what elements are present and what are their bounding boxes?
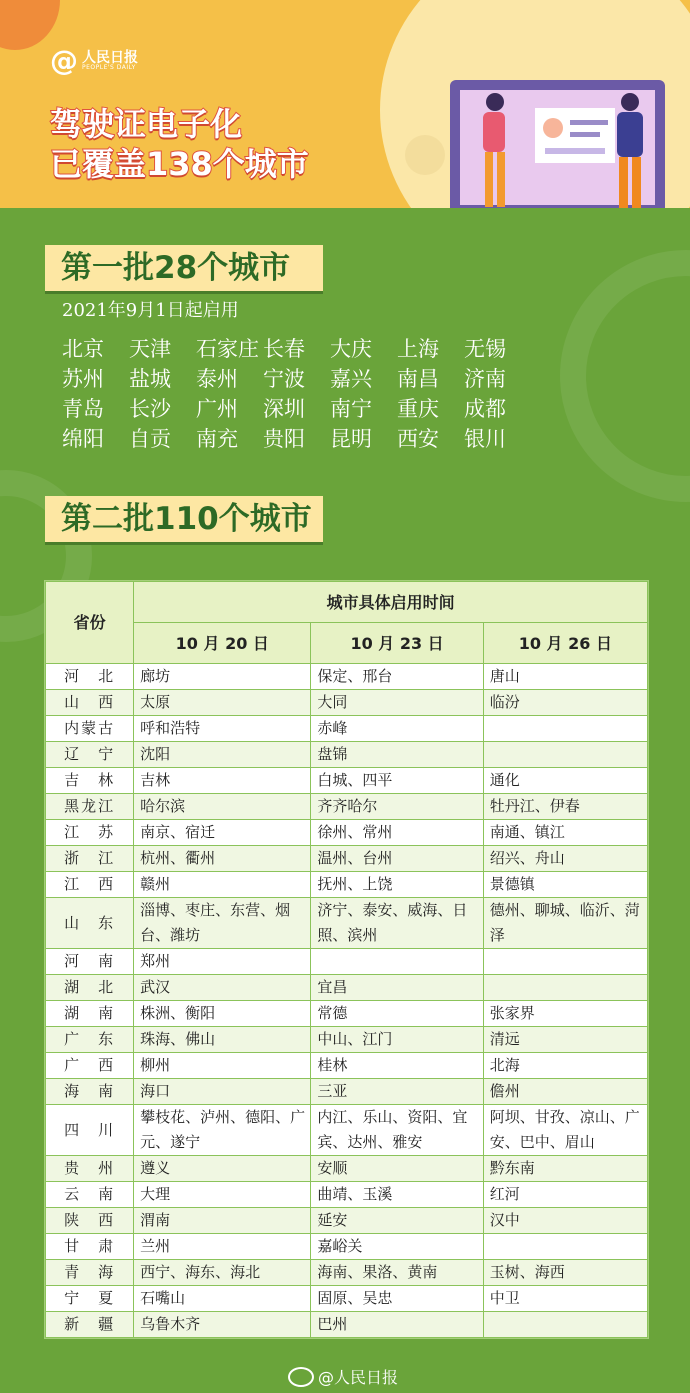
oct26-cell: 张家界 xyxy=(483,1001,647,1027)
oct20-cell: 攀枝花、泸州、德阳、广元、遂宁 xyxy=(134,1105,311,1156)
oct23-cell: 中山、江门 xyxy=(311,1027,483,1053)
oct23-cell: 赤峰 xyxy=(311,716,483,742)
logo-sub-text: PEOPLE'S DAILY xyxy=(82,63,136,71)
oct20-cell: 淄博、枣庄、东营、烟台、潍坊 xyxy=(134,898,311,949)
province-cell: 内蒙古 xyxy=(46,716,134,742)
city-name: 南昌 xyxy=(397,367,439,391)
oct23-cell: 固原、吴忠 xyxy=(311,1286,483,1312)
date-header-3: 10 月 26 日 xyxy=(483,623,647,664)
oct23-cell: 常德 xyxy=(311,1001,483,1027)
province-cell: 贵 州 xyxy=(46,1156,134,1182)
oct26-cell xyxy=(483,1312,647,1338)
weibo-icon xyxy=(288,1367,314,1387)
oct26-cell xyxy=(483,742,647,768)
batch2-label xyxy=(45,496,323,542)
oct26-cell: 红河 xyxy=(483,1182,647,1208)
oct26-cell: 绍兴、舟山 xyxy=(483,846,647,872)
oct20-cell: 廊坊 xyxy=(134,664,311,690)
table-row xyxy=(46,898,648,949)
table-row xyxy=(46,1260,648,1286)
oct26-cell: 德州、聊城、临沂、菏泽 xyxy=(483,898,647,949)
title-line-2: 已覆盖138个城市 xyxy=(50,145,309,183)
oct23-cell: 嘉峪关 xyxy=(311,1234,483,1260)
province-cell: 江 苏 xyxy=(46,820,134,846)
table-row xyxy=(46,1234,648,1260)
city-name: 苏州 xyxy=(62,367,104,391)
province-cell: 河 南 xyxy=(46,949,134,975)
oct20-cell: 沈阳 xyxy=(134,742,311,768)
province-cell: 广 东 xyxy=(46,1027,134,1053)
province-cell: 吉 林 xyxy=(46,768,134,794)
province-cell: 陕 西 xyxy=(46,1208,134,1234)
city-name: 嘉兴 xyxy=(330,367,372,391)
table-row xyxy=(46,975,648,1001)
oct26-cell xyxy=(483,949,647,975)
city-name: 深圳 xyxy=(263,397,305,421)
oct20-cell: 西宁、海东、海北 xyxy=(134,1260,311,1286)
oct26-cell: 临汾 xyxy=(483,690,647,716)
table-row xyxy=(46,820,648,846)
oct26-cell: 景德镇 xyxy=(483,872,647,898)
table-row xyxy=(46,1312,648,1338)
oct26-cell: 清远 xyxy=(483,1027,647,1053)
oct23-cell xyxy=(311,949,483,975)
city-name: 盐城 xyxy=(129,367,171,391)
table-row xyxy=(46,1156,648,1182)
province-cell: 宁 夏 xyxy=(46,1286,134,1312)
city-row xyxy=(62,423,582,453)
logo-main-text: 人民日报 xyxy=(82,49,138,66)
oct23-cell: 延安 xyxy=(311,1208,483,1234)
city-name: 石家庄 xyxy=(196,337,259,361)
table-row xyxy=(46,949,648,975)
batch2-title: 第二批110个城市 xyxy=(61,501,312,537)
col-province-header: 省份 xyxy=(46,582,134,664)
city-name: 大庆 xyxy=(330,337,372,361)
oct26-cell xyxy=(483,716,647,742)
oct20-cell: 吉林 xyxy=(134,768,311,794)
table-row xyxy=(46,794,648,820)
city-name: 南充 xyxy=(196,427,238,451)
oct23-cell: 巴州 xyxy=(311,1312,483,1338)
city-name: 济南 xyxy=(464,367,506,391)
province-cell: 新 疆 xyxy=(46,1312,134,1338)
footer-watermark xyxy=(288,1365,398,1388)
oct20-cell: 大理 xyxy=(134,1182,311,1208)
oct23-cell: 保定、邢台 xyxy=(311,664,483,690)
oct26-cell: 汉中 xyxy=(483,1208,647,1234)
oct20-cell: 遵义 xyxy=(134,1156,311,1182)
city-name: 宁波 xyxy=(263,367,305,391)
city-name: 长沙 xyxy=(129,397,171,421)
table-row xyxy=(46,1208,648,1234)
table-row xyxy=(46,716,648,742)
oct20-cell: 郑州 xyxy=(134,949,311,975)
oct26-cell: 北海 xyxy=(483,1053,647,1079)
oct20-cell: 武汉 xyxy=(134,975,311,1001)
oct26-cell xyxy=(483,975,647,1001)
oct20-cell: 株洲、衡阳 xyxy=(134,1001,311,1027)
oct23-cell: 齐齐哈尔 xyxy=(311,794,483,820)
city-name: 绵阳 xyxy=(62,427,104,451)
oct23-cell: 徐州、常州 xyxy=(311,820,483,846)
oct26-cell: 黔东南 xyxy=(483,1156,647,1182)
oct20-cell: 哈尔滨 xyxy=(134,794,311,820)
oct26-cell: 唐山 xyxy=(483,664,647,690)
oct26-cell: 南通、镇江 xyxy=(483,820,647,846)
province-cell: 广 西 xyxy=(46,1053,134,1079)
table-row xyxy=(46,664,648,690)
table-row xyxy=(46,1053,648,1079)
city-name: 贵阳 xyxy=(263,427,305,451)
oct20-cell: 珠海、佛山 xyxy=(134,1027,311,1053)
city-name: 天津 xyxy=(129,337,171,361)
oct23-cell: 安顺 xyxy=(311,1156,483,1182)
city-name: 南宁 xyxy=(330,397,372,421)
oct23-cell: 曲靖、玉溪 xyxy=(311,1182,483,1208)
oct20-cell: 海口 xyxy=(134,1079,311,1105)
date-header-1: 10 月 20 日 xyxy=(134,623,311,664)
province-cell: 湖 北 xyxy=(46,975,134,1001)
leaf-decor xyxy=(0,0,60,50)
city-row xyxy=(62,393,582,423)
oct20-cell: 杭州、衢州 xyxy=(134,846,311,872)
city-name: 重庆 xyxy=(397,397,439,421)
city-name: 上海 xyxy=(397,337,439,361)
footer-text: @人民日报 xyxy=(318,1368,399,1387)
header-banner xyxy=(0,0,690,208)
oct20-cell: 南京、宿迁 xyxy=(134,820,311,846)
province-cell: 山 东 xyxy=(46,898,134,949)
city-name: 广州 xyxy=(196,397,238,421)
batch1-label xyxy=(45,245,323,291)
oct23-cell: 三亚 xyxy=(311,1079,483,1105)
oct23-cell: 大同 xyxy=(311,690,483,716)
oct23-cell: 桂林 xyxy=(311,1053,483,1079)
table-row xyxy=(46,872,648,898)
oct26-cell: 通化 xyxy=(483,768,647,794)
table-row xyxy=(46,690,648,716)
province-cell: 四 川 xyxy=(46,1105,134,1156)
col-group-header: 城市具体启用时间 xyxy=(134,582,648,623)
city-name: 成都 xyxy=(464,397,506,421)
date-header-2: 10 月 23 日 xyxy=(311,623,483,664)
table-row xyxy=(46,1286,648,1312)
city-name: 长春 xyxy=(263,337,305,361)
province-cell: 辽 宁 xyxy=(46,742,134,768)
province-cell: 江 西 xyxy=(46,872,134,898)
oct20-cell: 乌鲁木齐 xyxy=(134,1312,311,1338)
province-cell: 青 海 xyxy=(46,1260,134,1286)
city-name: 银川 xyxy=(464,427,506,451)
oct23-cell: 济宁、泰安、威海、日照、滨州 xyxy=(311,898,483,949)
province-cell: 河 北 xyxy=(46,664,134,690)
peoples-daily-logo xyxy=(50,44,138,77)
title-line-1: 驾驶证电子化 xyxy=(50,105,243,143)
city-row xyxy=(62,363,582,393)
city-name: 昆明 xyxy=(330,427,372,451)
oct20-cell: 柳州 xyxy=(134,1053,311,1079)
page-title xyxy=(50,104,309,184)
city-name: 无锡 xyxy=(464,337,506,361)
oct26-cell: 儋州 xyxy=(483,1079,647,1105)
city-name: 泰州 xyxy=(196,367,238,391)
oct20-cell: 赣州 xyxy=(134,872,311,898)
batch1-title: 第一批28个城市 xyxy=(61,250,291,286)
oct20-cell: 渭南 xyxy=(134,1208,311,1234)
oct20-cell: 呼和浩特 xyxy=(134,716,311,742)
oct20-cell: 兰州 xyxy=(134,1234,311,1260)
province-cell: 云 南 xyxy=(46,1182,134,1208)
province-cell: 湖 南 xyxy=(46,1001,134,1027)
oct23-cell: 抚州、上饶 xyxy=(311,872,483,898)
table-row xyxy=(46,1079,648,1105)
city-row xyxy=(62,333,582,363)
table-row xyxy=(46,1182,648,1208)
batch2-table xyxy=(44,580,649,1339)
oct20-cell: 太原 xyxy=(134,690,311,716)
oct23-cell: 白城、四平 xyxy=(311,768,483,794)
table-row xyxy=(46,1105,648,1156)
oct23-cell: 宜昌 xyxy=(311,975,483,1001)
province-cell: 浙 江 xyxy=(46,846,134,872)
batch1-date: 2021年9月1日起启用 xyxy=(62,300,239,321)
province-cell: 黑龙江 xyxy=(46,794,134,820)
city-name: 北京 xyxy=(62,337,104,361)
oct26-cell: 中卫 xyxy=(483,1286,647,1312)
table-row xyxy=(46,742,648,768)
city-name: 西安 xyxy=(397,427,439,451)
province-cell: 海 南 xyxy=(46,1079,134,1105)
oct23-cell: 内江、乐山、资阳、宜宾、达州、雅安 xyxy=(311,1105,483,1156)
oct23-cell: 海南、果洛、黄南 xyxy=(311,1260,483,1286)
oct26-cell: 牡丹江、伊春 xyxy=(483,794,647,820)
oct26-cell: 玉树、海西 xyxy=(483,1260,647,1286)
province-cell: 山 西 xyxy=(46,690,134,716)
table-row xyxy=(46,1001,648,1027)
table-row xyxy=(46,768,648,794)
oct23-cell: 温州、台州 xyxy=(311,846,483,872)
oct23-cell: 盘锦 xyxy=(311,742,483,768)
oct26-cell: 阿坝、甘孜、凉山、广安、巴中、眉山 xyxy=(483,1105,647,1156)
batch1-city-list xyxy=(62,333,582,453)
laptop-people-illustration xyxy=(405,20,690,208)
table-row xyxy=(46,846,648,872)
oct20-cell: 石嘴山 xyxy=(134,1286,311,1312)
province-cell: 甘 肃 xyxy=(46,1234,134,1260)
city-name: 青岛 xyxy=(62,397,104,421)
at-icon: @ xyxy=(50,44,78,77)
city-name: 自贡 xyxy=(129,427,171,451)
table-row xyxy=(46,1027,648,1053)
oct26-cell xyxy=(483,1234,647,1260)
